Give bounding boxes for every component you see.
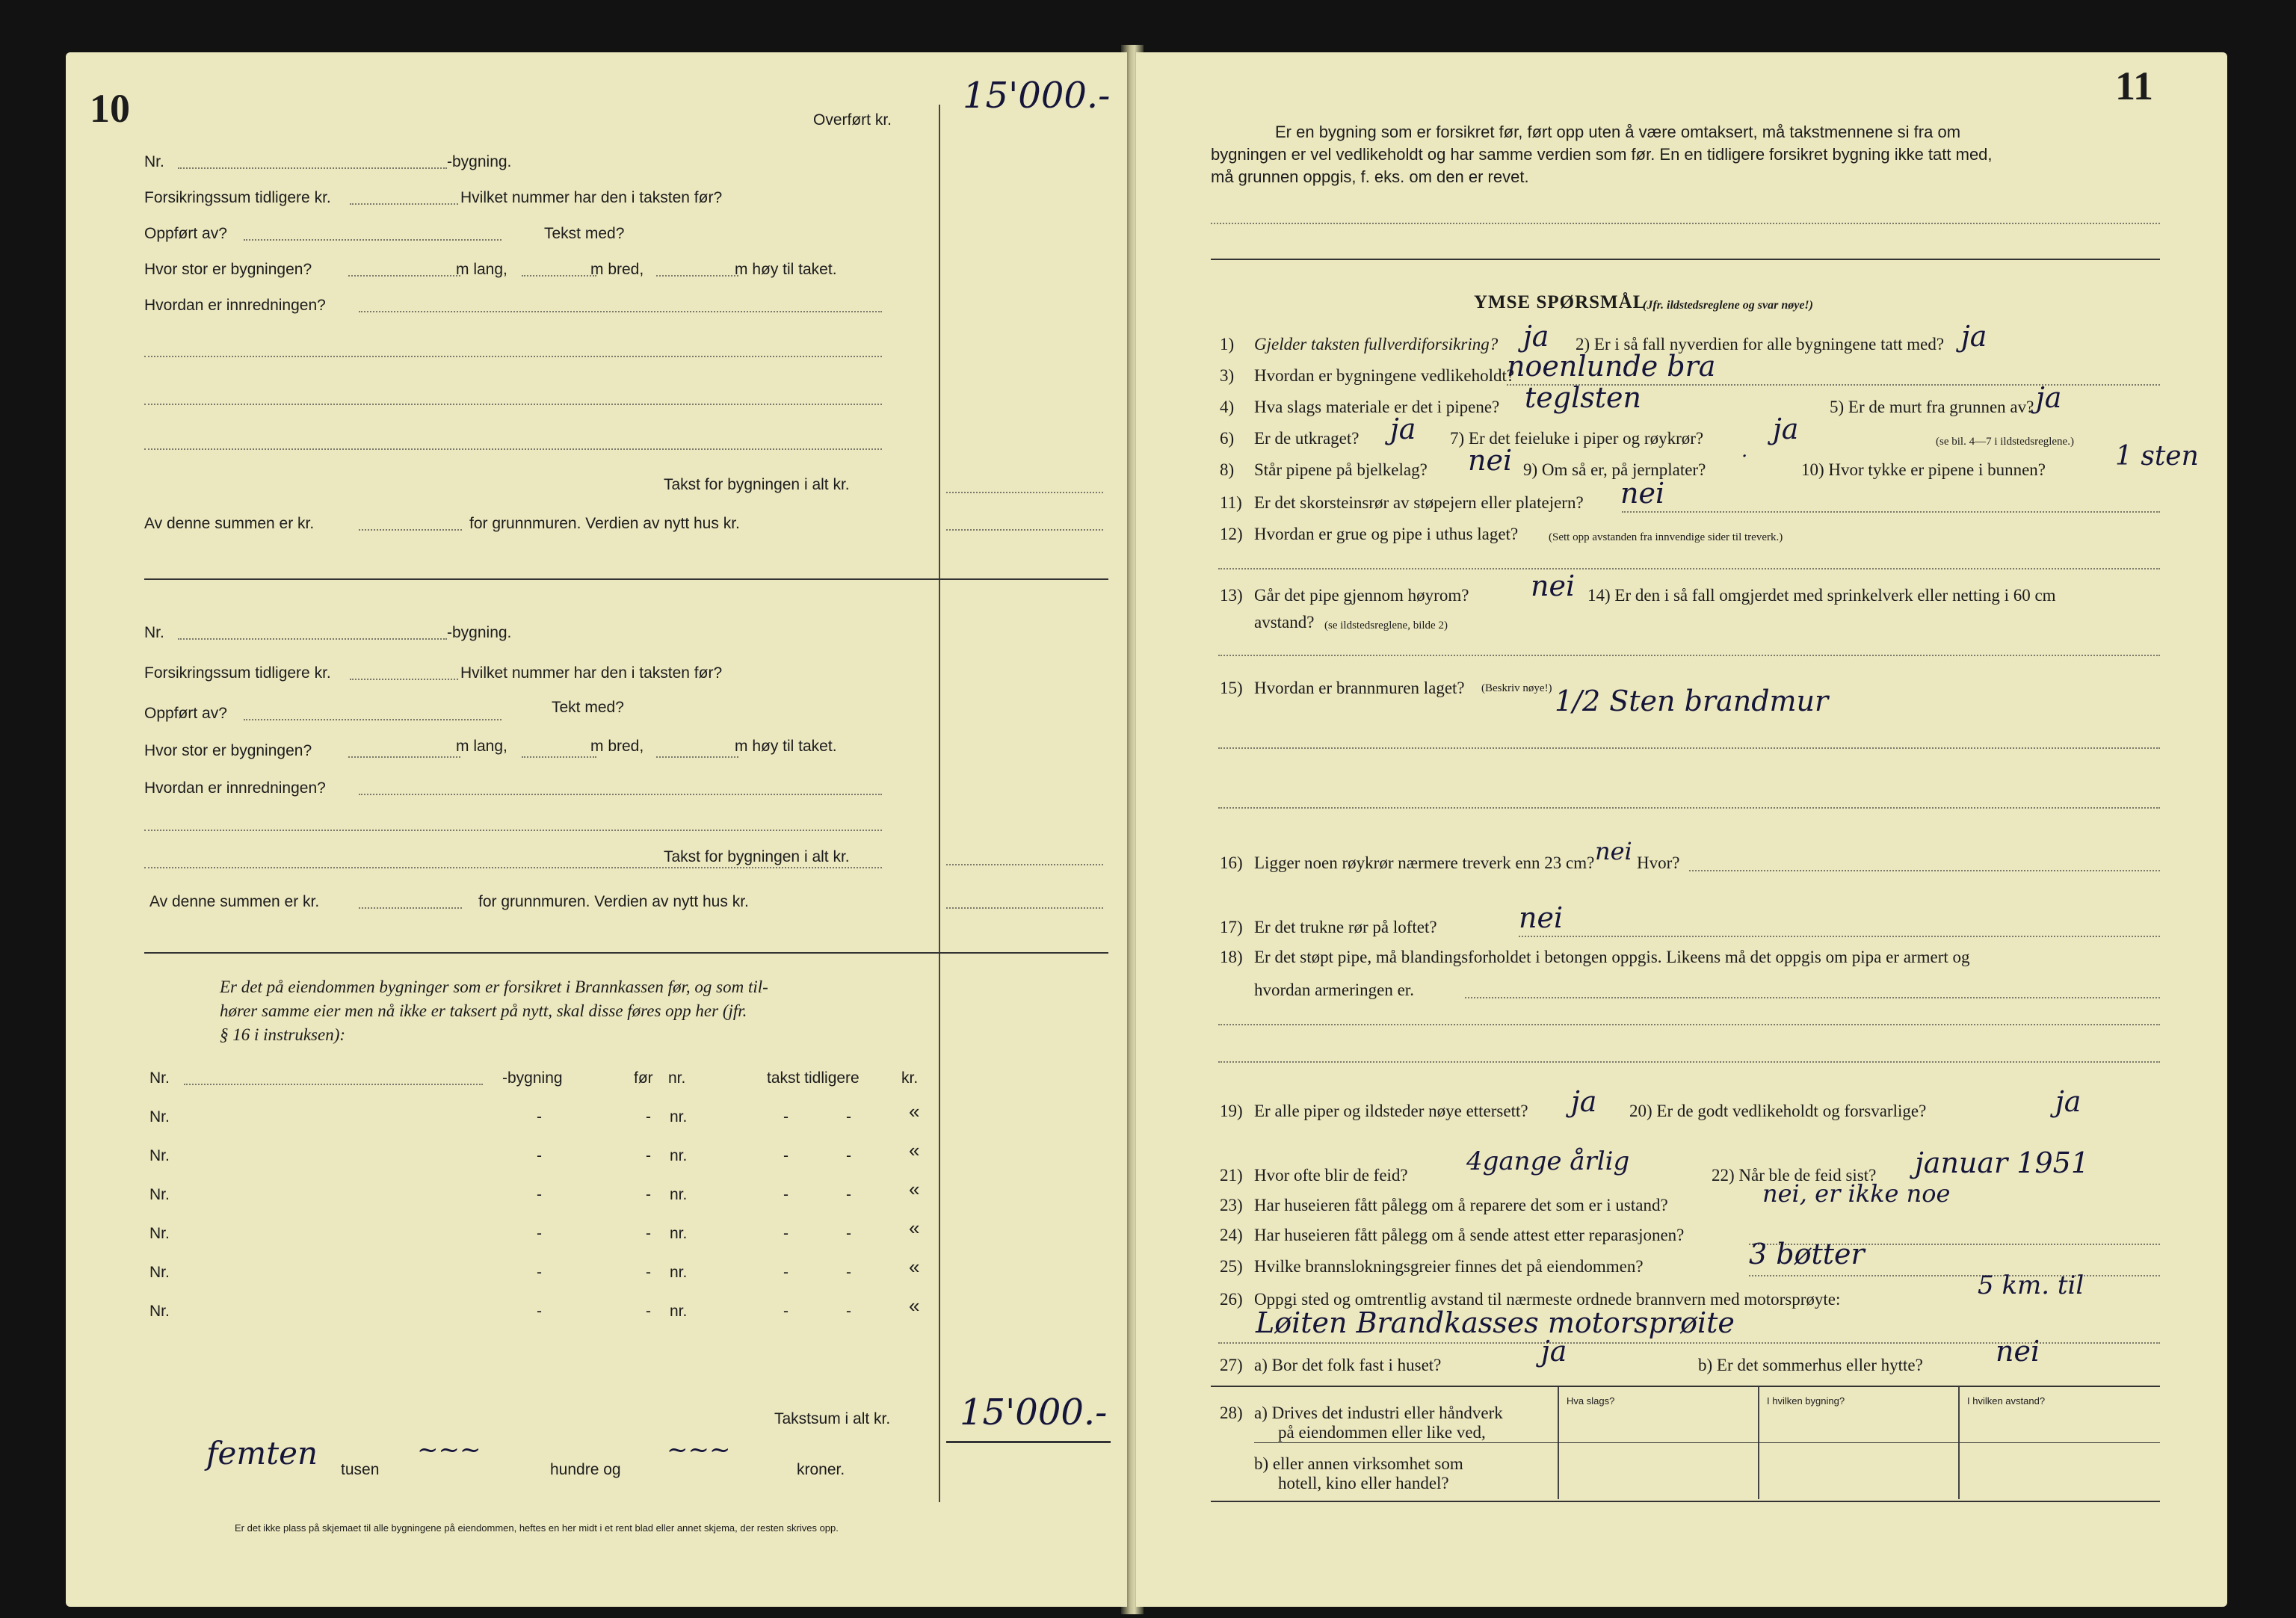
q16-line (1689, 870, 2160, 871)
q4-text: Hva slags materiale er det i pipene? (1254, 398, 1500, 416)
b2-bygning-label: -bygning. (447, 624, 512, 641)
eiendom-header-bygning: -bygning (502, 1069, 563, 1087)
b1-innredning-line2 (144, 356, 882, 357)
row-nr2: nr. (670, 1303, 688, 1320)
q16-answer: nei (1595, 837, 1632, 865)
b1-innredning-line1 (359, 311, 882, 312)
q15-line (1218, 747, 2160, 749)
q13-answer: nei (1531, 569, 1576, 602)
q28-bottom-divider (1211, 1501, 2160, 1502)
b1-oppfort-label: Oppført av? (144, 225, 227, 242)
row-ditto: « (909, 1294, 920, 1317)
q28-col-divider1 (1558, 1387, 1559, 1499)
b2-bred-label: m bred, (590, 738, 644, 755)
row-dash3: - (783, 1108, 789, 1126)
q8-text: Står pipene på bjelkelag? (1254, 460, 1428, 479)
b1-hvilket-label: Hvilket nummer har den i taksten før? (460, 189, 723, 206)
b2-lang-line (348, 756, 460, 758)
q28a-line2: på eiendommen eller like ved, (1278, 1423, 1486, 1442)
q9-answer: · (1741, 445, 1748, 468)
eiendom-header-line (184, 1084, 483, 1085)
q7-note: (se bil. 4—7 i ildstedsreglene.) (1936, 436, 2074, 448)
q28-number: 28) (1220, 1404, 1243, 1422)
row-ditto: « (909, 1217, 920, 1239)
q11-number: 11) (1220, 493, 1242, 512)
b1-innredning-label: Hvordan er innredningen? (144, 297, 326, 314)
q26-text: Oppgi sted og omtrentlig avstand til nærmeste ordnede brannvern med motorsprøyte: (1254, 1290, 1841, 1309)
b2-forsikring-label: Forsikringssum tidligere kr. (144, 664, 331, 682)
q21-number: 21) (1220, 1166, 1243, 1185)
row-dash4: - (846, 1264, 851, 1281)
row-dash: - (537, 1225, 542, 1242)
takstsum-value: 15'000.- (960, 1392, 1108, 1433)
row-ditto: « (909, 1139, 920, 1161)
q27-divider (1211, 1386, 2160, 1387)
q19-answer: ja (1571, 1085, 1597, 1118)
q21-text: Hvor ofte blir de feid? (1254, 1166, 1408, 1185)
section-divider-2 (144, 952, 1108, 954)
q28-col-divider2 (1758, 1387, 1759, 1499)
row-nr2: nr. (670, 1108, 688, 1126)
row-dash2: - (646, 1264, 651, 1281)
q1-text: Gjelder taksten fullverdiforsikring? (1254, 335, 1499, 353)
q4-number: 4) (1220, 398, 1235, 416)
row-dash2: - (646, 1225, 651, 1242)
row-dash: - (537, 1186, 542, 1203)
q27-text: a) Bor det folk fast i huset? (1254, 1356, 1442, 1374)
b1-innredning-line3 (144, 404, 882, 405)
row-ditto: « (909, 1256, 920, 1278)
intro-line3: må grunnen oppgis, f. eks. om den er revet. (1211, 167, 1529, 186)
q26-answer: 5 km. til (1978, 1270, 2084, 1300)
q15-line2 (1218, 807, 2160, 809)
q26-answer-line2: Løiten Brandkasses motorsprøite (1256, 1306, 1735, 1339)
takstsum-label: Takstsum i alt kr. (774, 1410, 891, 1427)
q28-col-divider3 (1958, 1387, 1960, 1499)
q14-line (1218, 655, 2160, 656)
q13-text: Går det pipe gjennom høyrom? (1254, 586, 1469, 605)
q23-answer: nei, er ikke noe (1762, 1179, 1951, 1208)
page-number-left: 10 (90, 86, 130, 131)
q26-number: 26) (1220, 1290, 1243, 1309)
eiendom-header-for: før (634, 1069, 653, 1087)
b2-grunnmur-label: for grunnmuren. Verdien av nytt hus kr. (478, 893, 749, 910)
footnote: Er det ikke plass på skjemaet til alle bygningene på eiendommen, heftes en her midt i et rent blad eller annet skjema, der resten skrives opp. (235, 1522, 839, 1534)
q21-answer: 4gange årlig (1466, 1146, 1630, 1176)
q2-answer: ja (1961, 320, 1987, 353)
q14-note: (se ildstedsreglene, bilde 2) (1324, 620, 1448, 632)
overfort-value: 15'000.- (963, 75, 1111, 117)
eiendom-line1: Er det på eiendommen bygninger som er forsikret i Brannkassen før, og som til- (220, 978, 768, 996)
row-nr2: nr. (670, 1225, 688, 1242)
q4-answer: teglsten (1525, 381, 1641, 414)
b1-av-denne-line (359, 529, 462, 531)
b1-takst-line (946, 492, 1103, 493)
eiendom-line2: hører samme eier men nå ikke er taksert på nytt, skal disse føres opp her (jfr. (220, 1001, 747, 1020)
b2-hoy-label: m høy til taket. (735, 738, 837, 755)
row-dash4: - (846, 1147, 851, 1164)
q27-number: 27) (1220, 1356, 1243, 1374)
intro-line2: bygningen er vel vedlikeholdt og har samme verdien som før. En en tidligere forsikret bygning ikke tatt med, (1211, 145, 1993, 164)
b2-bred-line (522, 756, 596, 758)
eiendom-line3: § 16 i instruksen): (220, 1025, 346, 1044)
b2-takst-line (946, 864, 1103, 865)
eiendom-header-nr2: nr. (668, 1069, 686, 1087)
row-nr: Nr. (149, 1225, 170, 1242)
q14-text-line2: avstand? (1254, 613, 1315, 632)
row-dash4: - (846, 1303, 851, 1320)
q12-note: (Sett opp avstanden fra innvendige sider til treverk.) (1549, 531, 1783, 543)
b1-verdi-line (946, 529, 1103, 531)
row-dash4: - (846, 1108, 851, 1126)
b1-stor-label: Hvor stor er bygningen? (144, 261, 312, 278)
hundre-handwritten: ~~~ (417, 1435, 481, 1465)
row-dash: - (537, 1303, 542, 1320)
tusen-label: tusen (341, 1461, 380, 1478)
q3-text: Hvordan er bygningene vedlikeholdt? (1254, 366, 1515, 385)
q25-answer: 3 bøtter (1749, 1238, 1865, 1270)
q24-number: 24) (1220, 1226, 1243, 1244)
q28-col1-header: Hva slags? (1567, 1395, 1615, 1407)
q19-text: Er alle piper og ildsteder nøye ettersett? (1254, 1102, 1528, 1120)
q28-col2-header: I hvilken bygning? (1767, 1395, 1845, 1407)
q15-number: 15) (1220, 679, 1243, 697)
q6-answer: ja (1390, 413, 1416, 445)
row-dash4: - (846, 1225, 851, 1242)
q17-line (1519, 936, 2160, 937)
ymse-heading: YMSE SPØRSMÅL (1474, 292, 1647, 312)
q7-text: 7) Er det feieluke i piper og røykrør? (1450, 429, 1704, 448)
intro-line1: Er en bygning som er forsikret før, ført opp uten å være omtaksert, må takstmennene si fra om (1275, 123, 1961, 141)
b2-innredning-line1 (359, 794, 882, 795)
b2-innredning-line2 (144, 830, 882, 831)
eiendom-header-takst: takst tidligere (767, 1069, 860, 1087)
b2-hvilket-label: Hvilket nummer har den i taksten før? (460, 664, 723, 682)
q24-text: Har huseieren fått pålegg om å sende attest etter reparasjonen? (1254, 1226, 1685, 1244)
hundre-og-label: hundre og (550, 1461, 621, 1478)
q18-line (1465, 997, 2160, 998)
q9-text: 9) Om så er, på jernplater? (1523, 460, 1706, 479)
q5-answer: ja (2036, 381, 2062, 414)
row-dash2: - (646, 1147, 651, 1164)
row-nr: Nr. (149, 1147, 170, 1164)
b2-av-denne-line (359, 907, 462, 909)
b2-verdi-line (946, 907, 1103, 909)
b1-takst-label: Takst for bygningen i alt kr. (664, 476, 850, 493)
q18-number: 18) (1220, 948, 1243, 966)
b2-stor-label: Hvor stor er bygningen? (144, 742, 312, 759)
q14-text: 14) Er den i så fall omgjerdet med sprinkelverk eller netting i 60 cm (1587, 586, 2056, 605)
row-dash3: - (783, 1264, 789, 1281)
q27b-text: b) Er det sommerhus eller hytte? (1698, 1356, 1923, 1374)
q13-number: 13) (1220, 586, 1243, 605)
b1-oppfort-line (244, 239, 502, 241)
q6-number: 6) (1220, 429, 1235, 448)
row-dash2: - (646, 1186, 651, 1203)
q25-number: 25) (1220, 1257, 1243, 1276)
q12-text: Hvordan er grue og pipe i uthus laget? (1254, 525, 1519, 543)
row-dash3: - (783, 1225, 789, 1242)
amount-column-divider (939, 105, 940, 1502)
row-dash4: - (846, 1186, 851, 1203)
overfort-label: Overført kr. (813, 111, 892, 129)
row-nr: Nr. (149, 1186, 170, 1203)
row-dash: - (537, 1147, 542, 1164)
q11-answer: nei (1620, 477, 1665, 510)
q8-answer: nei (1468, 444, 1513, 477)
q15-answer: 1/2 Sten brandmur (1555, 685, 1829, 717)
q17-answer: nei (1519, 901, 1564, 934)
b2-forsikring-line (350, 679, 458, 680)
b1-nr-label: Nr. (144, 153, 164, 170)
q6-text: Er de utkraget? (1254, 429, 1360, 448)
q18-line2 (1218, 1024, 2160, 1025)
b2-nr-line (178, 638, 447, 640)
q1-answer: ja (1523, 320, 1549, 353)
b1-lang-line (348, 275, 460, 277)
row-ditto: « (909, 1100, 920, 1123)
q18-text: Er det støpt pipe, må blandingsforholdet i betongen oppgis. Likeens må det oppgis om pipa er armert og (1254, 948, 1970, 966)
q15-text: Hvordan er brannmuren laget? (1254, 679, 1465, 697)
row-nr: Nr. (149, 1303, 170, 1320)
q25-line (1749, 1275, 2160, 1276)
q3-number: 3) (1220, 366, 1235, 385)
q11-text: Er det skorsteinsrør av støpejern eller platejern? (1254, 493, 1584, 512)
row-nr2: nr. (670, 1147, 688, 1164)
q18-line3 (1218, 1061, 2160, 1063)
row-dash3: - (783, 1147, 789, 1164)
intro-divider (1211, 259, 2160, 260)
b2-hoy-line (656, 756, 738, 758)
q10-answer: 1 sten (2115, 441, 2199, 472)
b1-grunnmur-label: for grunnmuren. Verdien av nytt hus kr. (469, 515, 740, 532)
page-number-right: 11 (2115, 64, 2154, 108)
q28-col3-header: I hvilken avstand? (1967, 1395, 2046, 1407)
q18-text-line2: hvordan armeringen er. (1254, 981, 1414, 999)
q23-text: Har huseieren fått pålegg om å reparere det som er i ustand? (1254, 1196, 1668, 1214)
left-page (66, 52, 1127, 1607)
q28b-line2: hotell, kino eller handel? (1278, 1474, 1449, 1492)
eiendom-header-kr: kr. (901, 1069, 919, 1087)
q11-line (1622, 511, 2160, 513)
q7-answer: ja (1773, 413, 1799, 445)
eiendom-header-nr: Nr. (149, 1069, 170, 1087)
q22-text: 22) Når ble de feid sist? (1712, 1166, 1877, 1185)
q19-number: 19) (1220, 1102, 1243, 1120)
q17-number: 17) (1220, 918, 1243, 936)
b1-forsikring-line (350, 203, 458, 205)
q28-row-divider (1254, 1442, 2160, 1443)
b1-lang-label: m lang, (456, 261, 507, 278)
row-dash2: - (646, 1303, 651, 1320)
section-divider-1 (144, 578, 1108, 580)
row-nr2: nr. (670, 1264, 688, 1281)
b1-bygning-label: -bygning. (447, 153, 512, 170)
q28b-line1: b) eller annen virksomhet som (1254, 1454, 1463, 1473)
b1-nr-line (178, 167, 447, 169)
b1-hoy-label: m høy til taket. (735, 261, 837, 278)
kroner-handwritten: ~~~ (667, 1435, 731, 1465)
q27b-answer: nei (1996, 1335, 2040, 1368)
q20-text: 20) Er de godt vedlikeholdt og forsvarlige? (1629, 1102, 1927, 1120)
q1-number: 1) (1220, 335, 1235, 353)
q17-text: Er det trukne rør på loftet? (1254, 918, 1437, 936)
q12-line (1218, 568, 2160, 569)
q15-note: (Beskriv nøye!) (1481, 682, 1552, 694)
b1-forsikring-label: Forsikringssum tidligere kr. (144, 189, 331, 206)
row-dash: - (537, 1108, 542, 1126)
q22-answer: januar 1951 (1915, 1146, 2089, 1179)
b1-innredning-line4 (144, 448, 882, 450)
q10-text: 10) Hvor tykke er pipene i bunnen? (1801, 460, 2046, 479)
row-ditto: « (909, 1178, 920, 1200)
b1-hoy-line (656, 275, 738, 277)
right-page (1136, 52, 2227, 1607)
tusen-handwritten: femten (206, 1435, 318, 1472)
q20-answer: ja (2055, 1085, 2081, 1118)
ymse-heading-note: (Jfr. ildstedsreglene og svar nøye!) (1643, 299, 1813, 312)
b2-nr-label: Nr. (144, 624, 164, 641)
q3-answer: noenlunde bra (1507, 350, 1716, 383)
q16-number: 16) (1220, 853, 1243, 872)
b1-av-denne-label: Av denne summen er kr. (144, 515, 315, 532)
b2-innredning-label: Hvordan er innredningen? (144, 779, 326, 797)
row-dash2: - (646, 1108, 651, 1126)
b2-lang-label: m lang, (456, 738, 507, 755)
q27-answer: ja (1541, 1335, 1567, 1368)
q2-text: 2) Er i så fall nyverdien for alle bygningene tatt med? (1576, 335, 1945, 353)
kroner-label: kroner. (797, 1461, 845, 1478)
row-nr: Nr. (149, 1264, 170, 1281)
takstsum-underline (946, 1441, 1111, 1443)
q25-text: Hvilke brannslokningsgreier finnes det på eiendommen? (1254, 1257, 1644, 1276)
row-nr: Nr. (149, 1108, 170, 1126)
b2-innredning-line3 (144, 867, 882, 868)
b2-tekst-label: Tekt med? (552, 699, 624, 716)
b1-tekst-label: Tekst med? (544, 225, 625, 242)
q5-text: 5) Er de murt fra grunnen av? (1830, 398, 2034, 416)
b1-bred-line (522, 275, 596, 277)
row-dash3: - (783, 1186, 789, 1203)
q16-hvor: Hvor? (1637, 853, 1680, 872)
b2-av-denne-label: Av denne summen er kr. (149, 893, 320, 910)
b2-takst-label: Takst for bygningen i alt kr. (664, 848, 850, 865)
q23-number: 23) (1220, 1196, 1243, 1214)
q28a-line1: a) Drives det industri eller håndverk (1254, 1404, 1503, 1422)
row-nr2: nr. (670, 1186, 688, 1203)
intro-line (1211, 223, 2160, 224)
q8-number: 8) (1220, 460, 1235, 479)
q16-text: Ligger noen røykrør nærmere treverk enn 23 cm? (1254, 853, 1595, 872)
q12-number: 12) (1220, 525, 1243, 543)
b2-oppfort-label: Oppført av? (144, 705, 227, 722)
b1-bred-label: m bred, (590, 261, 644, 278)
row-dash: - (537, 1264, 542, 1281)
b2-oppfort-line (244, 719, 502, 720)
row-dash3: - (783, 1303, 789, 1320)
